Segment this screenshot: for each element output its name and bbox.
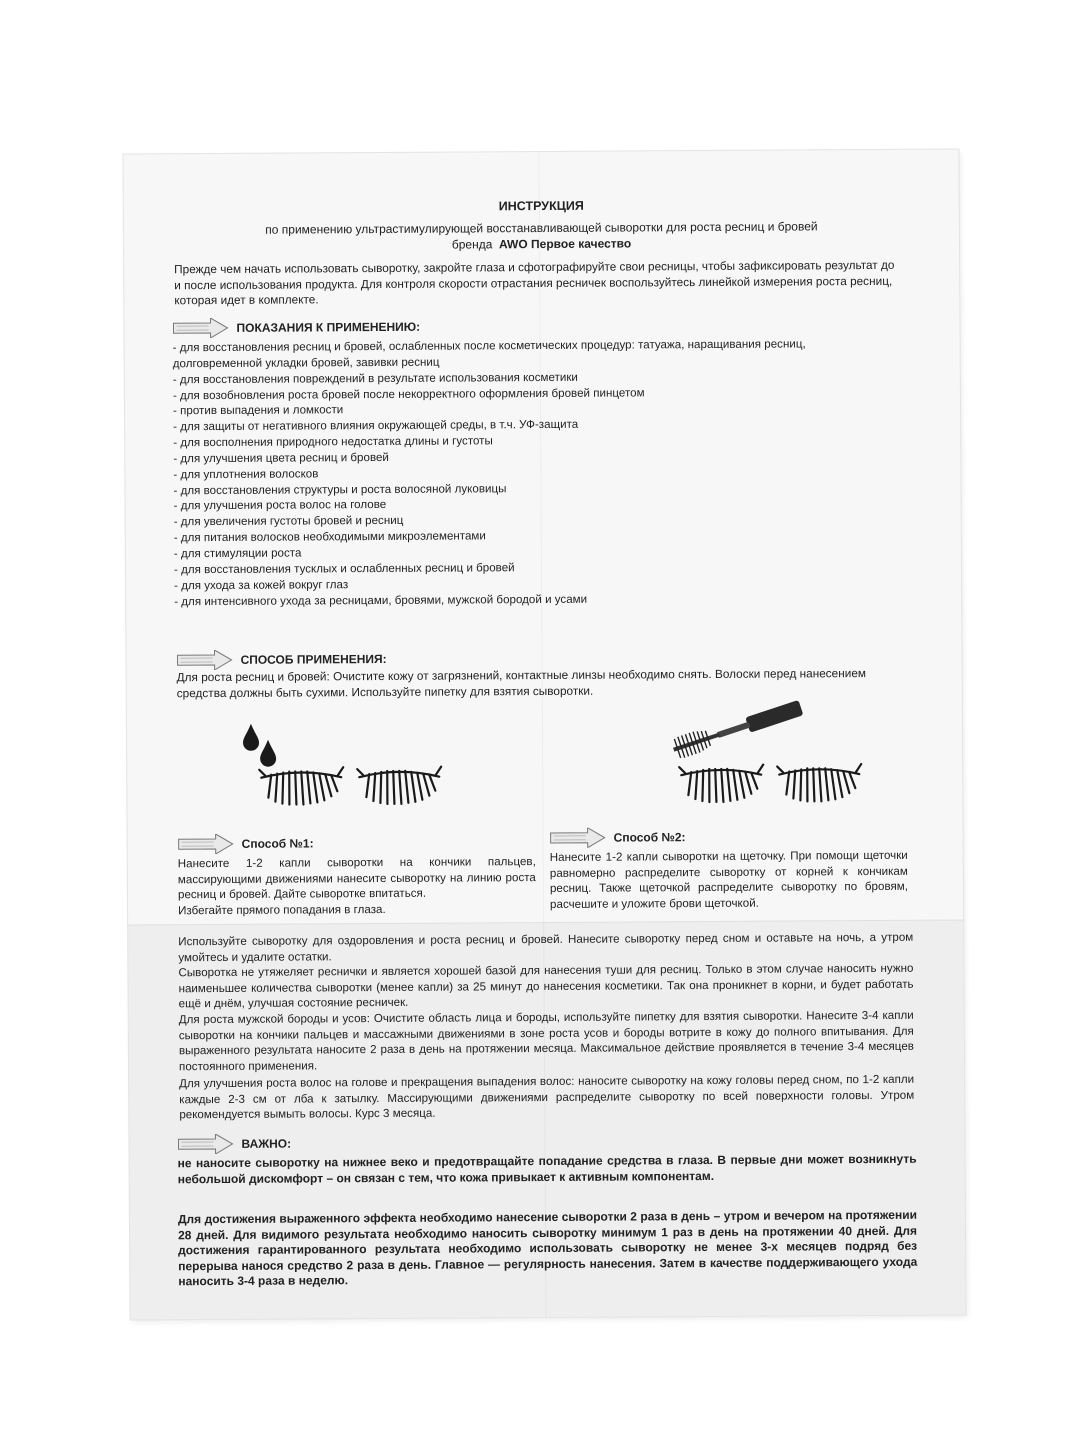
arrow-right-icon bbox=[176, 650, 232, 670]
mascara-brush-icon bbox=[657, 700, 817, 761]
brand-name: AWO Первое качество bbox=[498, 236, 632, 252]
method2-heading bbox=[550, 827, 686, 848]
indication-item: - для восстановления ресниц и бровей, ослабленных после косметических процедур: татуажа, наращивания ресниц, долговременной укладки бровей, завивки ресниц bbox=[172, 337, 806, 371]
method1-note: Избегайте прямого попадания в глаза. bbox=[178, 902, 386, 917]
brand-prefix: бренда bbox=[451, 237, 493, 252]
method-heading bbox=[176, 649, 386, 670]
hair-paragraph: Для улучшения роста волос на голове и прекращения выпадения волос: наносите сыворотку на кожу головы перед сном, по 1-2 капли каждые 2-3 см от лба к затылку. Массирующими движениями распределите сыворотку по всей поверхности головы. Утром рекомендуется вымыть волосы. Курс 3 месяца. bbox=[179, 1072, 915, 1122]
method1-text bbox=[178, 854, 536, 918]
method1-heading-label: Способ №1: bbox=[241, 836, 314, 851]
usage-paragraph-2: Сыворотка не утяжеляет реснички и является хорошей базой для нанесения туши для ресниц. Только в этом случае наносить нужно наименьшее количества сыворотки (менее капли) за 25 минут до нанесения косметики. Так она проникнет в корни, и будет работать ещё и днём, улучшая состояние ресничек. bbox=[178, 961, 914, 1011]
indication-item: - для питания волосков необходимыми микроэлементами bbox=[173, 529, 486, 545]
indication-item: - для стимуляции роста bbox=[173, 546, 302, 561]
method-paragraph: Для роста ресниц и бровей: Очистите кожу от загрязнений, контактные линзы необходимо снять. Волоски перед нанесением средства должны быть сухими. Используйте пипетку для взятия сыворотки. bbox=[176, 666, 867, 700]
indication-item: - для восстановления тусклых и ослабленных ресниц и бровей bbox=[173, 560, 515, 577]
usage-paragraph-1: Используйте сыворотку для оздоровления и роста ресниц и бровей. Нанесите сыворотку перед сном и оставьте на ночь, а утром умойтесь и удалите остатки. bbox=[178, 930, 914, 964]
indication-item: - для восполнения природного недостатка длины и густоты bbox=[173, 434, 493, 450]
subtitle-line: по применению ультрастимулирующей восстанавливающей сыворотки для роста ресниц и бровей bbox=[265, 219, 818, 237]
instruction-sheet bbox=[123, 149, 965, 1319]
important-heading-label: ВАЖНО: bbox=[241, 1136, 292, 1151]
usage-paragraph bbox=[178, 930, 913, 1012]
method1-paragraph: Нанесите 1-2 капли сыворотки на кончики пальцев, массирующими движениями нанесите сыворотку на линию роста ресниц и бровей. Дайте сыворотке впитаться. bbox=[177, 855, 536, 902]
indication-item: - для возобновления роста бровей после некорректного оформления бровей пинцетом bbox=[172, 385, 645, 402]
intro-paragraph: Прежде чем начать использовать сыворотку, закройте глаза и сфотографируйте свои ресницы, чтобы зафиксировать результат до и после использования продукта. Для контроля скорости отрастания ресничек воспользуйтесь линейкой измерения роста ресниц, которая идет в комплекте. bbox=[174, 257, 895, 308]
document-title: ИНСТРУКЦИЯ bbox=[498, 198, 584, 214]
indication-item: - для защиты от негативного влияния окружающей среды, в т.ч. УФ-защита bbox=[173, 418, 579, 434]
indications-heading bbox=[172, 317, 420, 339]
document-subtitle bbox=[124, 217, 959, 254]
final-paragraph: Для достижения выраженного эффекта необходимо нанесение сыворотки 2 раза в день – утром и вечером на протяжении 28 дней. Для видимого результата необходимо наносить сыворотку минимум 1 раз в день на протяжении 40 дней. Для достижения гарантированного результата необходимо использовать сыворотку не менее 3-х месяцев подряд без перерыва нанося средство 2 раза в день. Главное — регулярность нанесения. Затем в качестве поддерживающего ухода наносить 3-4 раза в неделю. bbox=[177, 1207, 918, 1289]
eyelash-icon bbox=[675, 760, 875, 811]
indication-item: - для интенсивного ухода за ресницами, бровями, мужской бородой и усами bbox=[174, 592, 588, 608]
indication-item: - для восстановления повреждений в результате использования косметики bbox=[172, 370, 578, 386]
method2-heading-label: Способ №2: bbox=[613, 830, 686, 845]
indication-item: - для уплотнения волосков bbox=[173, 467, 319, 482]
arrow-right-icon bbox=[550, 828, 606, 848]
arrow-right-icon bbox=[177, 1134, 233, 1154]
indication-item: - для увеличения густоты бровей и ресниц bbox=[173, 514, 404, 529]
indication-item: - против выпадения и ломкости bbox=[172, 403, 344, 418]
method2-paragraph: Нанесите 1-2 капли сыворотки на щеточку. При помощи щеточки равномерно распределите сыворотку от корней к кончикам ресниц. Также щеточкой распределите сыворотку по бровям, расчешите и уложите брови щеточкой. bbox=[549, 848, 908, 911]
eyelash-icon bbox=[255, 763, 455, 814]
indication-item: - для восстановления структуры и роста волосяной луковицы bbox=[173, 481, 507, 497]
important-heading bbox=[177, 1134, 291, 1155]
arrow-right-icon bbox=[178, 834, 234, 854]
indications-list bbox=[173, 336, 862, 610]
indication-item: - для улучшения роста волос на голове bbox=[173, 498, 387, 513]
indication-item: - для улучшения цвета ресниц и бровей bbox=[173, 450, 389, 466]
arrow-right-icon bbox=[172, 318, 228, 338]
method-heading-label: СПОСОБ ПРИМЕНЕНИЯ: bbox=[240, 651, 387, 667]
method1-heading bbox=[178, 833, 314, 854]
important-paragraph: не наносите сыворотку на нижнее веко и предотвращайте попадание средства в глаза. В первые дни может возникнуть небольшой дискомфорт – он связан с тем, что кожа привыкает к активным компонентам. bbox=[177, 1151, 917, 1186]
indications-heading-label: ПОКАЗАНИЯ К ПРИМЕНЕНИЮ: bbox=[236, 319, 421, 335]
indication-item: - для ухода за кожей вокруг глаз bbox=[174, 577, 349, 592]
beard-paragraph: Для роста мужской бороды и усов: Очистите область лица и бороды, используйте пипетку для взятия сыворотки. Нанесите 3-4 капли сыворотки на кончики пальцев и массажными движениями в зоне роста усов и бороды вотрите в кожу до полного впитывания. Для выраженного результата наносите 2 раза в день на протяжении месяца. Максимальное действие проявляется в течение 3-4 месяцев постоянного применения. bbox=[178, 1008, 914, 1073]
